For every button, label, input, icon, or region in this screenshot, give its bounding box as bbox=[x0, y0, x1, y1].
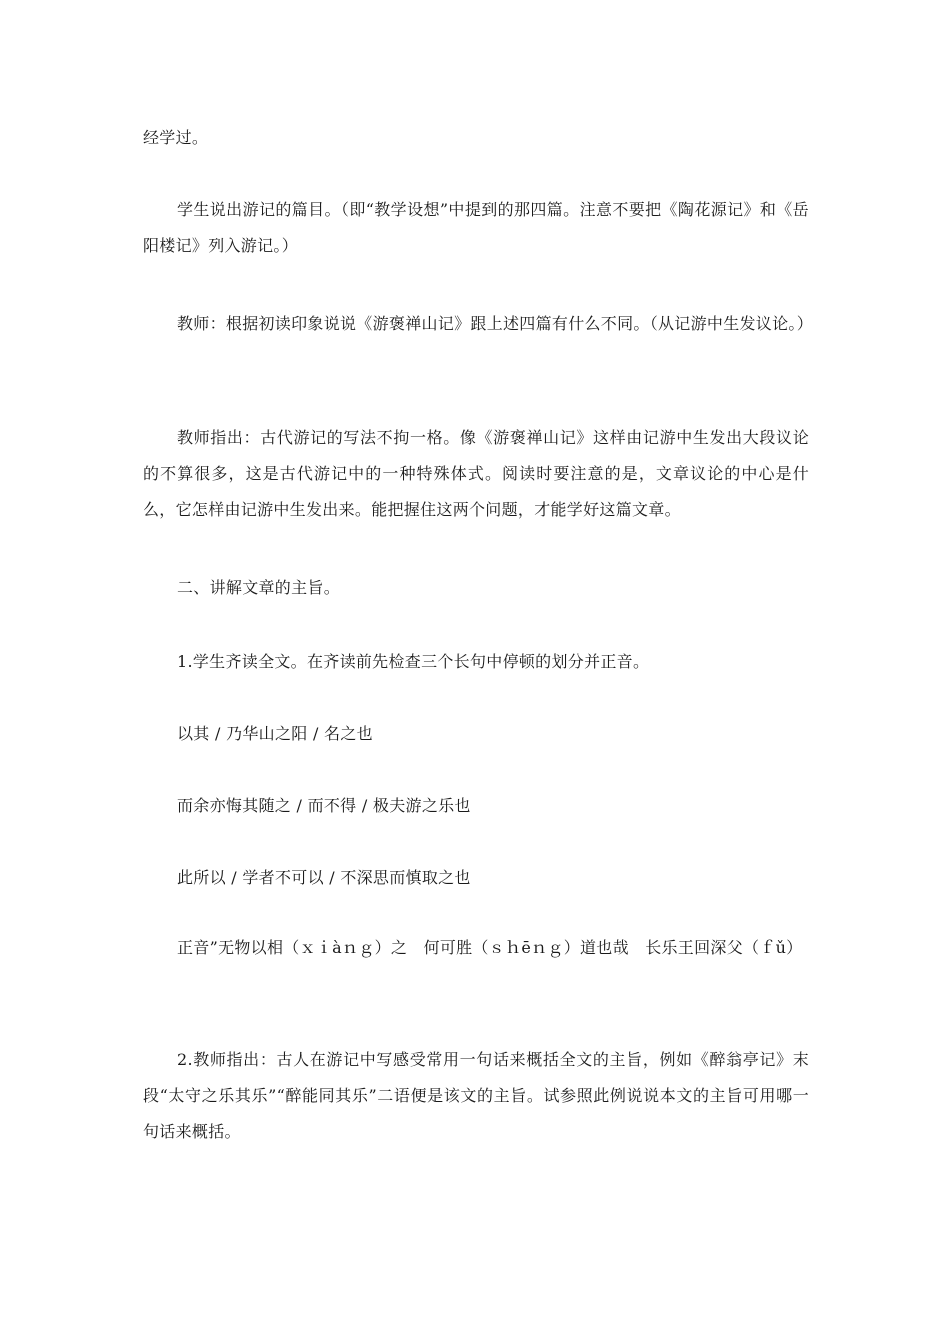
section-heading-theme: 二、讲解文章的主旨。 bbox=[177, 578, 341, 597]
paragraph-continuation: 经学过。 bbox=[143, 128, 209, 147]
paragraph-teacher-question: 教师：根据初读印象说说《游褒禅山记》跟上述四篇有什么不同。（从记游中生发议论。） bbox=[177, 314, 814, 333]
sentence-pause-2: 而余亦悔其随之 / 而不得 / 极夫游之乐也 bbox=[177, 796, 471, 815]
paragraph-students-list-titles: 学生说出游记的篇目。（即“教学设想”中提到的那四篇。注意不要把《陶花源记》和《岳阳楼记》列入游记。） bbox=[143, 200, 809, 255]
paragraph-step-2: 2.教师指出：古人在游记中写感受常用一句话来概括全文的主旨，例如《醉翁亭记》末段“太守之乐其乐”“醉能同其乐”二语便是该文的主旨。试参照此例说说本文的主旨可用哪一句话来概括。 bbox=[143, 1050, 809, 1141]
paragraph-pronunciation: 正音”无物以相（ｘｉàｎｇ）之 何可胜（ｓｈēｎｇ）道也哉 长乐王回深父（ｆǔ） bbox=[177, 938, 803, 957]
sentence-pause-3: 此所以 / 学者不可以 / 不深思而慎取之也 bbox=[177, 868, 471, 887]
sentence-pause-1: 以其 / 乃华山之阳 / 名之也 bbox=[177, 724, 373, 743]
paragraph-teacher-points-out: 教师指出：古代游记的写法不拘一格。像《游褒禅山记》这样由记游中生发出大段议论的不算很多，这是古代游记中的一种特殊体式。阅读时要注意的是，文章议论的中心是什么，它怎样由记游中生发出来。能把握住这两个问题，才能学好这篇文章。 bbox=[143, 428, 809, 519]
paragraph-step-1: 1.学生齐读全文。在齐读前先检查三个长句中停顿的划分并正音。 bbox=[177, 652, 650, 671]
